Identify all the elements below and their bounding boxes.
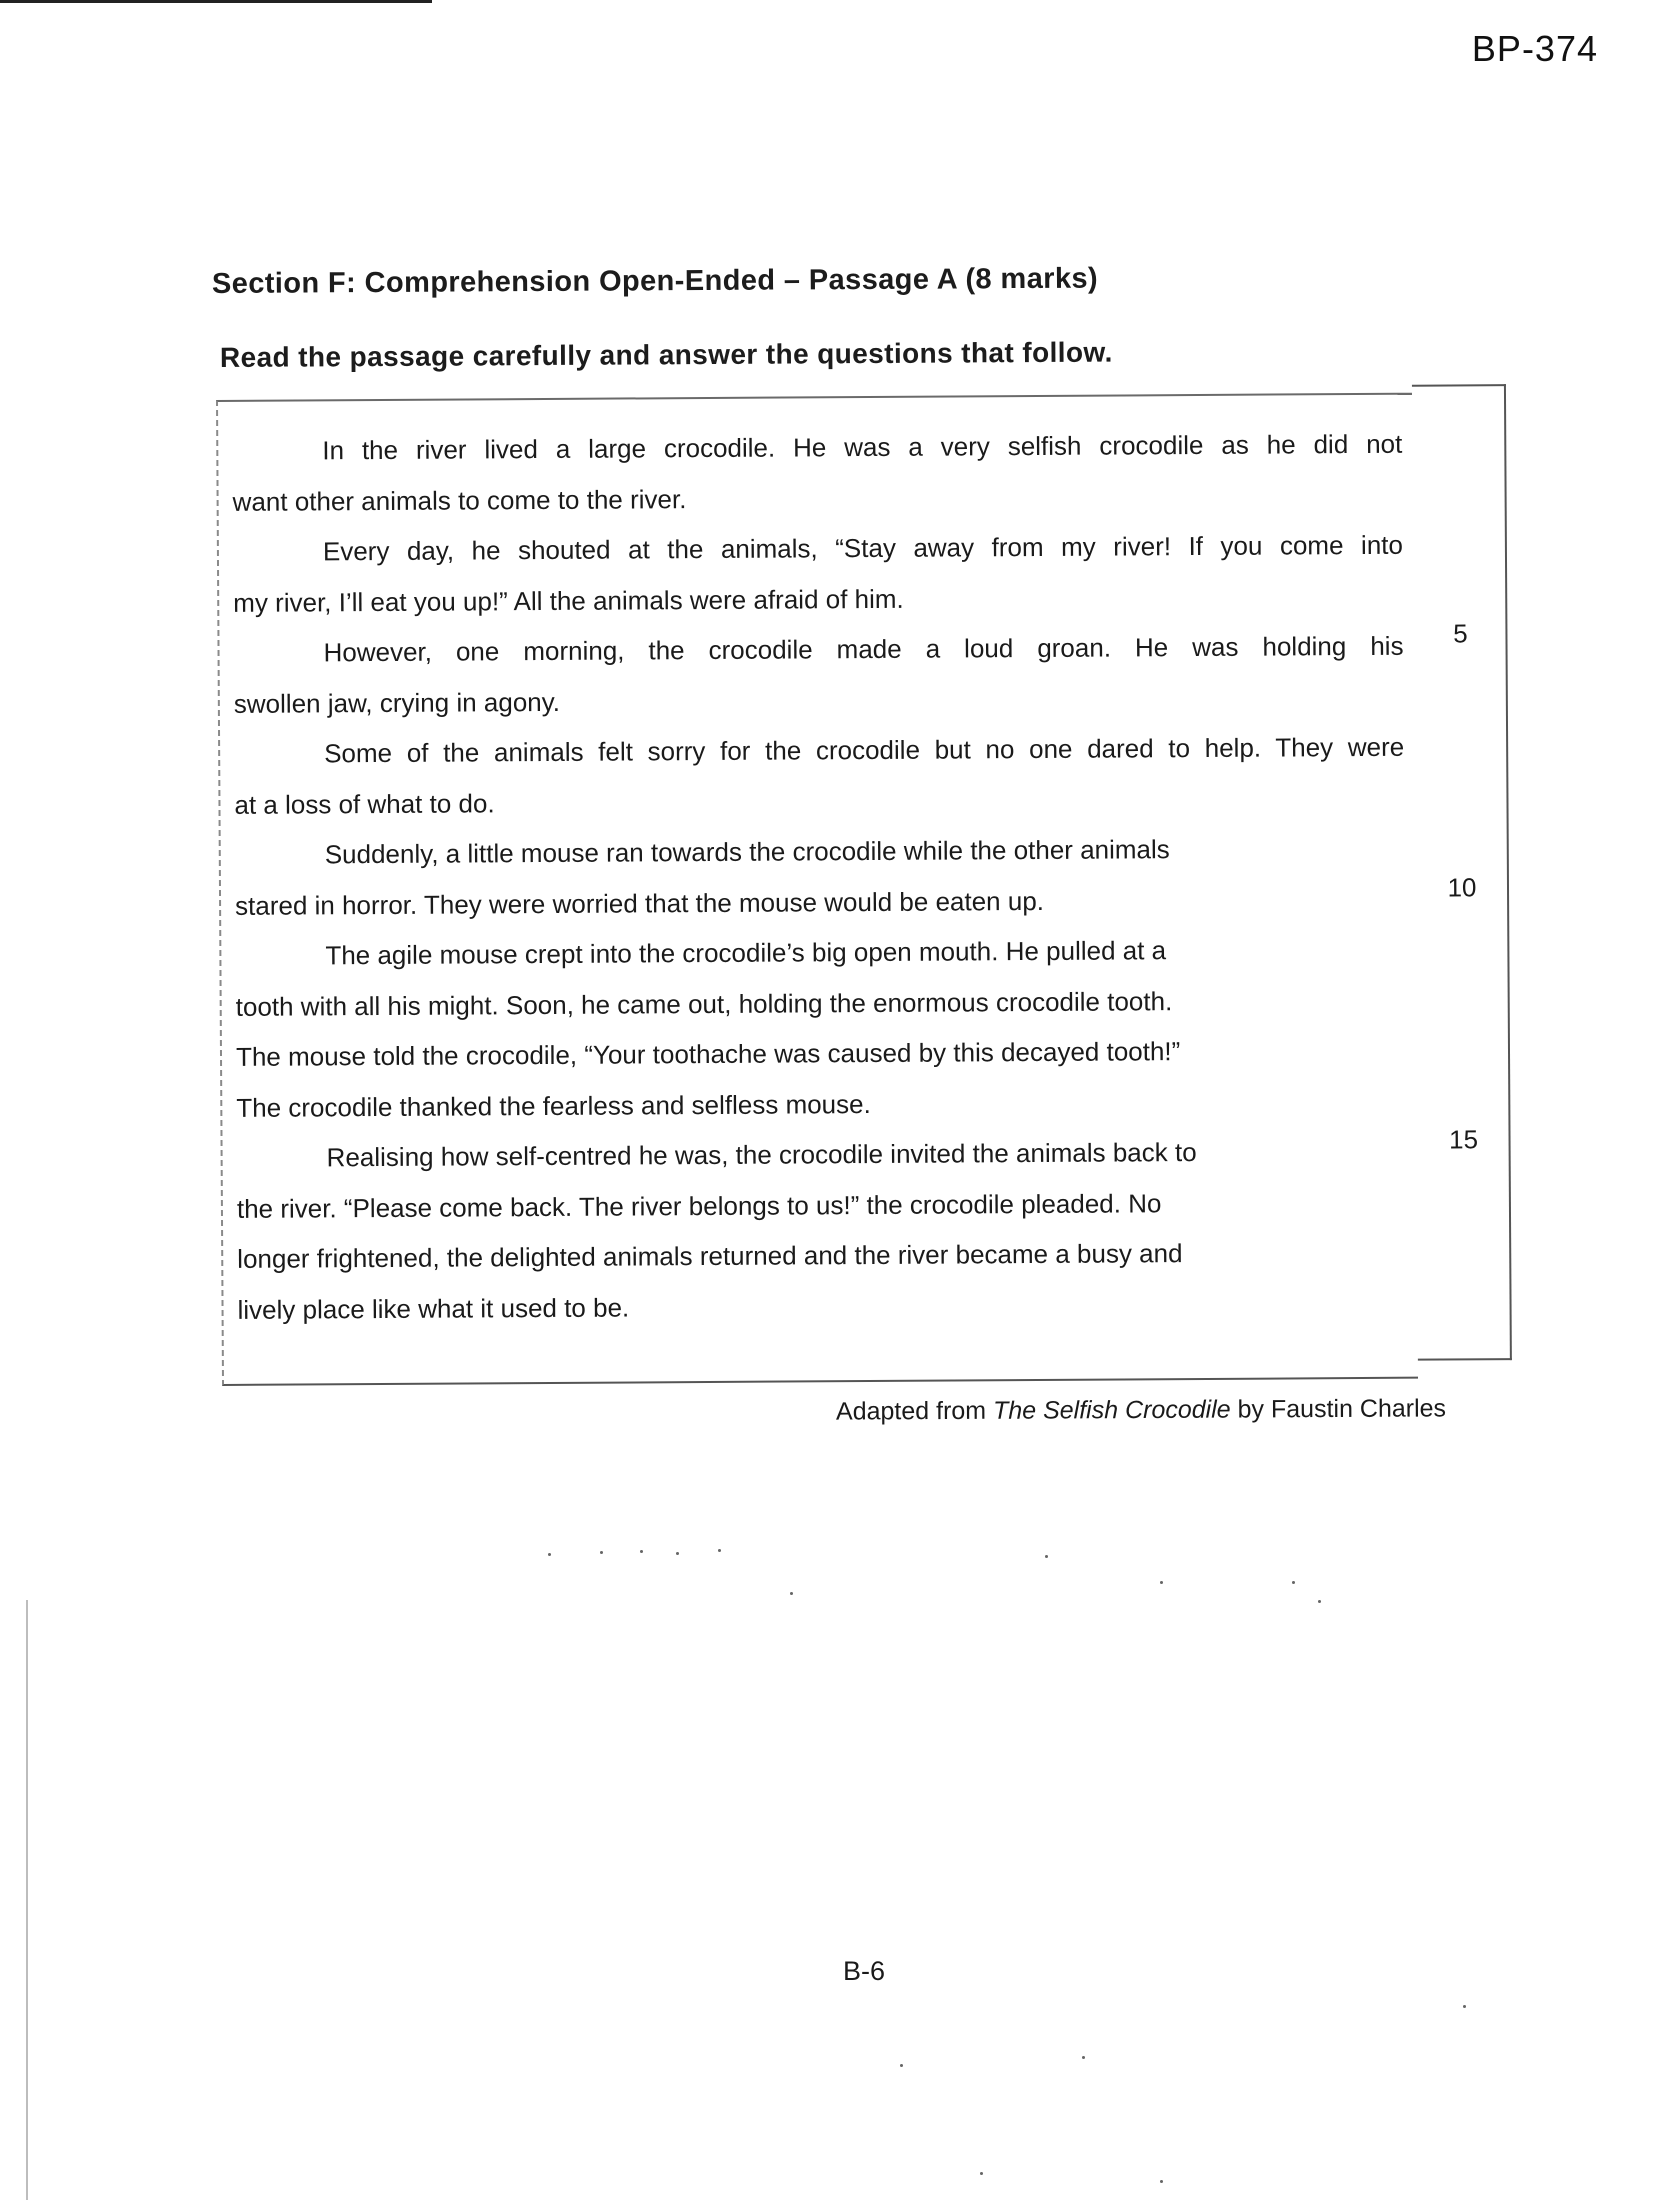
scan-speck: [600, 1551, 603, 1554]
passage-frame: [216, 392, 1512, 1386]
passage-line: the river. “Please come back. The river belongs to us!” the crocodile pleaded. No: [236, 1187, 1162, 1224]
passage-line: Some of the animals felt sorry for the crocodile but no one dared to help. They were: [324, 731, 1405, 769]
passage-text: [232, 419, 1418, 1335]
passage-line: The crocodile thanked the fearless and selfless mouse.: [236, 1088, 871, 1123]
line-number-column: [1412, 384, 1512, 1361]
scan-speck: [1292, 1581, 1295, 1584]
passage-line: In the river lived a large crocodile. He was a very selfish crocodile as he did not: [322, 428, 1403, 466]
passage-line: The agile mouse crept into the crocodile’s big open mouth. He pulled at a: [325, 935, 1167, 971]
paper-code: BP-374: [1471, 28, 1598, 69]
passage-line: lively place like what it used to be.: [237, 1291, 630, 1325]
passage-line: at a loss of what to do.: [234, 787, 495, 820]
passage-line: Suddenly, a little mouse ran towards the crocodile while the other animals: [324, 834, 1170, 870]
scan-speck: [1160, 1581, 1163, 1584]
top-rule: [0, 0, 432, 3]
passage-line: However, one morning, the crocodile made a loud groan. He was holding his: [323, 630, 1404, 668]
passage-line: my river, I’ll eat you up!” All the animals were afraid of him.: [233, 583, 904, 618]
passage-line: tooth with all his might. Soon, he came out, holding the enormous crocodile tooth.: [235, 985, 1173, 1022]
scan-speck: [676, 1552, 679, 1555]
scan-speck: [1045, 1555, 1048, 1558]
passage-line: longer frightened, the delighted animals returned and the river became a busy and: [237, 1238, 1183, 1274]
passage-line: stared in horror. They were worried that the mouse would be eaten up.: [234, 885, 1045, 921]
scan-speck: [1318, 1600, 1321, 1603]
passage-box: [216, 393, 1418, 1386]
passage-line: Realising how self-centred he was, the crocodile invited the animals back to: [326, 1137, 1197, 1173]
scan-speck: [900, 2064, 903, 2067]
line-number: 10: [1447, 872, 1477, 903]
passage-line: swollen jaw, crying in agony.: [233, 686, 561, 719]
page-number: B-6: [843, 1956, 886, 1986]
scan-speck: [980, 2172, 983, 2175]
source-credit: [836, 1394, 1446, 1426]
scan-speck: [1160, 2180, 1163, 2183]
scan-edge-line: [26, 1600, 28, 2200]
scan-speck: [1082, 2056, 1085, 2059]
source-prefix: Adapted from: [835, 1396, 994, 1426]
line-number: 5: [1453, 618, 1468, 649]
passage-line: The mouse told the crocodile, “Your toothache was caused by this decayed tooth!”: [235, 1036, 1181, 1072]
scan-speck: [1463, 2005, 1466, 2008]
scan-speck: [790, 1592, 793, 1595]
source-author: by Faustin Charles: [1230, 1394, 1447, 1424]
passage-line: Every day, he shouted at the animals, “Stay away from my river! If you come into: [322, 529, 1403, 567]
scan-speck: [718, 1549, 721, 1552]
instruction-text: Read the passage carefully and answer the questions that follow.: [219, 336, 1113, 373]
passage-line: want other animals to come to the river.: [232, 483, 687, 517]
line-number: 15: [1448, 1124, 1479, 1155]
scan-speck: [640, 1550, 643, 1553]
book-title: The Selfish Crocodile: [992, 1395, 1231, 1425]
section-heading: Section F: Comprehension Open-Ended – Passage A (8 marks): [211, 262, 1099, 300]
scan-speck: [548, 1553, 551, 1556]
